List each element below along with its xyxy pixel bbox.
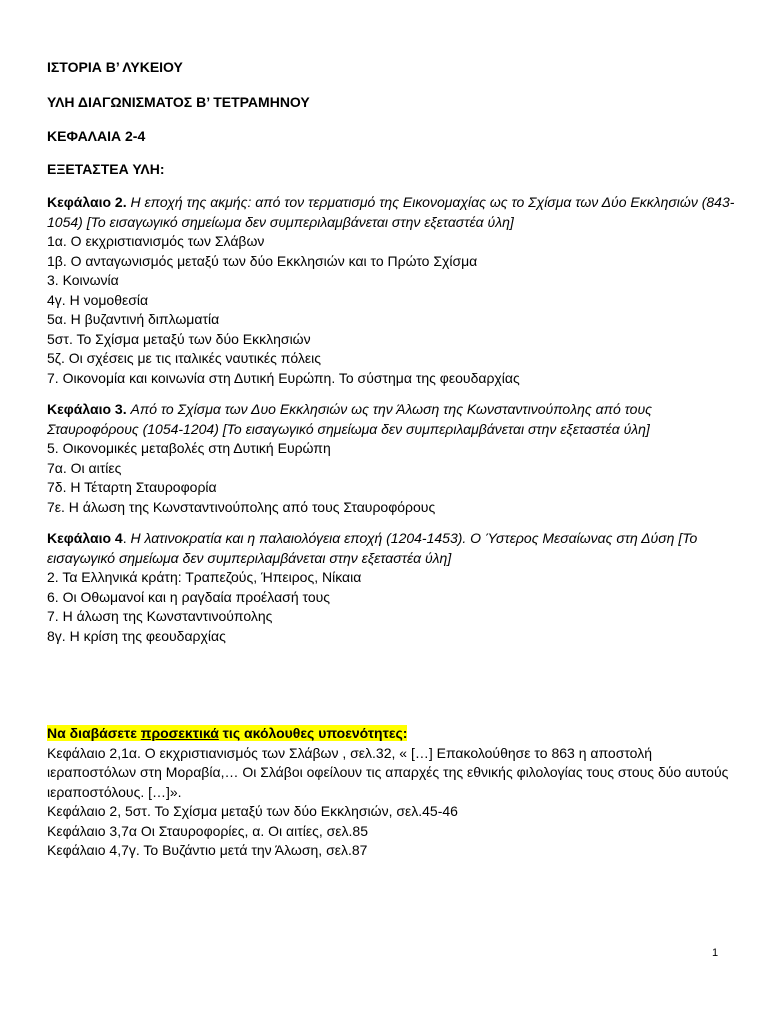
list-item: 5στ. Το Σχίσμα μεταξύ των δύο Εκκλησιών	[47, 330, 311, 347]
note-line: Κεφάλαιο 4,7γ. Το Βυζάντιο μετά την Άλωση, σελ.87	[47, 842, 368, 858]
chapter-3-number: Κεφάλαιο 3.	[47, 401, 127, 417]
doc-title: ΙΣΤΟΡΙΑ Β’ ΛΥΚΕΙΟΥ	[47, 59, 183, 75]
chapter-3-lead	[47, 400, 737, 439]
list-item: 7. Οικονομία και κοινωνία στη Δυτική Ευρώπη. Το σύστημα της φεουδαρχίας	[47, 369, 520, 386]
doc-subtitle: ΥΛΗ ΔΙΑΓΩΝΙΣΜΑΤΟΣ Β’ ΤΕΤΡΑΜΗΝΟΥ	[47, 94, 310, 110]
note-line: Κεφάλαιο 2,1α. Ο εκχριστιανισμός των Σλάβων , σελ.32, « […] Επακολούθησε το 863 η αποστολή ιεραποστόλων στη Μοραβία,… Οι Σλάβοι οφείλουν τις απαρχές της εθνικής φιλολογίας τους στους δύο αυτούς ιεραποστόλους. […]».	[47, 744, 729, 800]
note-line: Κεφάλαιο 2, 5στ. Το Σχίσμα μεταξύ των δύο Εκκλησιών, σελ.45-46	[47, 803, 458, 819]
chapter-3-description: Από το Σχίσμα των Δυο Εκκλησιών ως την Άλωση της Κωνσταντινούπολης από τους Σταυροφόρους (1054-1204) [Το εισαγωγικό σημείωμα δεν συμπεριλαμβάνεται στην εξεταστέα ύλη]	[47, 401, 652, 437]
chapter-2-description: Η εποχή της ακμής: από τον τερματισμό της Εικονομαχίας ως το Σχίσμα των Δύο Εκκλησιών (843-1054) [Το εισαγωγικό σημείωμα δεν συμπεριλαμβάνεται στην εξεταστέα ύλη]	[47, 194, 735, 230]
list-item: 7δ. Η Τέταρτη Σταυροφορία	[47, 479, 217, 495]
list-item: 7α. Οι αιτίες	[47, 459, 122, 476]
notes-heading-emphasis: προσεκτικά	[140, 725, 219, 741]
chapter-2-section	[47, 193, 737, 388]
list-item: 2. Τα Ελληνικά κράτη: Τραπεζούς, Ήπειρος, Νίκαια	[47, 569, 362, 585]
chapter-4-number: Κεφάλαιο 4	[47, 530, 123, 546]
page-number: 1	[712, 947, 719, 959]
chapter-4-description: Η λατινοκρατία και η παλαιολόγεια εποχή (1204-1453). Ο Ύστερος Μεσαίωνας στη Δύση [Το εισαγωγικό σημείωμα δεν συμπεριλαμβάνεται στην εξεταστέα ύλη]	[47, 530, 698, 566]
reading-notes-section	[47, 724, 737, 861]
chapter-2-number: Κεφάλαιο 2.	[47, 194, 127, 210]
notes-heading-post: τις ακόλουθες υποενότητες:	[218, 725, 408, 741]
list-item: 4γ. Η νομοθεσία	[47, 291, 149, 308]
list-item: 5α. Η βυζαντινή διπλωματία	[47, 311, 220, 327]
list-item: 5ζ. Οι σχέσεις με τις ιταλικές ναυτικές πόλεις	[47, 350, 322, 366]
list-item: 1β. Ο ανταγωνισμός μεταξύ των δύο Εκκλησιών και το Πρώτο Σχίσμα	[47, 252, 478, 269]
chapter-3-section	[47, 400, 737, 517]
list-item: 6. Οι Οθωμανοί και η ραγδαία προέλασή τους	[47, 588, 331, 605]
list-item: 7. Η άλωση της Κωνσταντινούπολης	[47, 608, 273, 624]
chapters-range: ΚΕΦΑΛΑΙΑ 2-4	[47, 128, 146, 144]
notes-heading-pre: Να διαβάσετε	[47, 725, 141, 741]
list-item: 1α. Ο εκχριστιανισμός των Σλάβων	[47, 233, 265, 249]
list-item: 5. Οικονομικές μεταβολές στη Δυτική Ευρώπη	[47, 440, 331, 456]
list-item: 7ε. Η άλωση της Κωνσταντινούπολης από τους Σταυροφόρους	[47, 498, 436, 515]
chapter-4-section	[47, 529, 737, 646]
chapter-4-lead: Κεφάλαιο 4. Η λατινοκρατία και η παλαιολόγεια εποχή (1204-1453). Ο Ύστερος Μεσαίωνας στη Δύση [Το εισαγωγικό σημείωμα δεν συμπεριλαμβάνεται στην εξεταστέα ύλη]	[47, 530, 698, 566]
list-item: 8γ. Η κρίση της φεουδαρχίας	[47, 627, 226, 644]
exam-material-heading: ΕΞΕΤΑΣΤΕΑ ΥΛΗ:	[47, 161, 165, 177]
note-line: Κεφάλαιο 3,7α Οι Σταυροφορίες, α. Οι αιτίες, σελ.85	[47, 822, 368, 839]
reading-notes-heading	[47, 724, 737, 744]
chapter-2-lead	[47, 193, 737, 232]
list-item: 3. Κοινωνία	[47, 272, 119, 288]
